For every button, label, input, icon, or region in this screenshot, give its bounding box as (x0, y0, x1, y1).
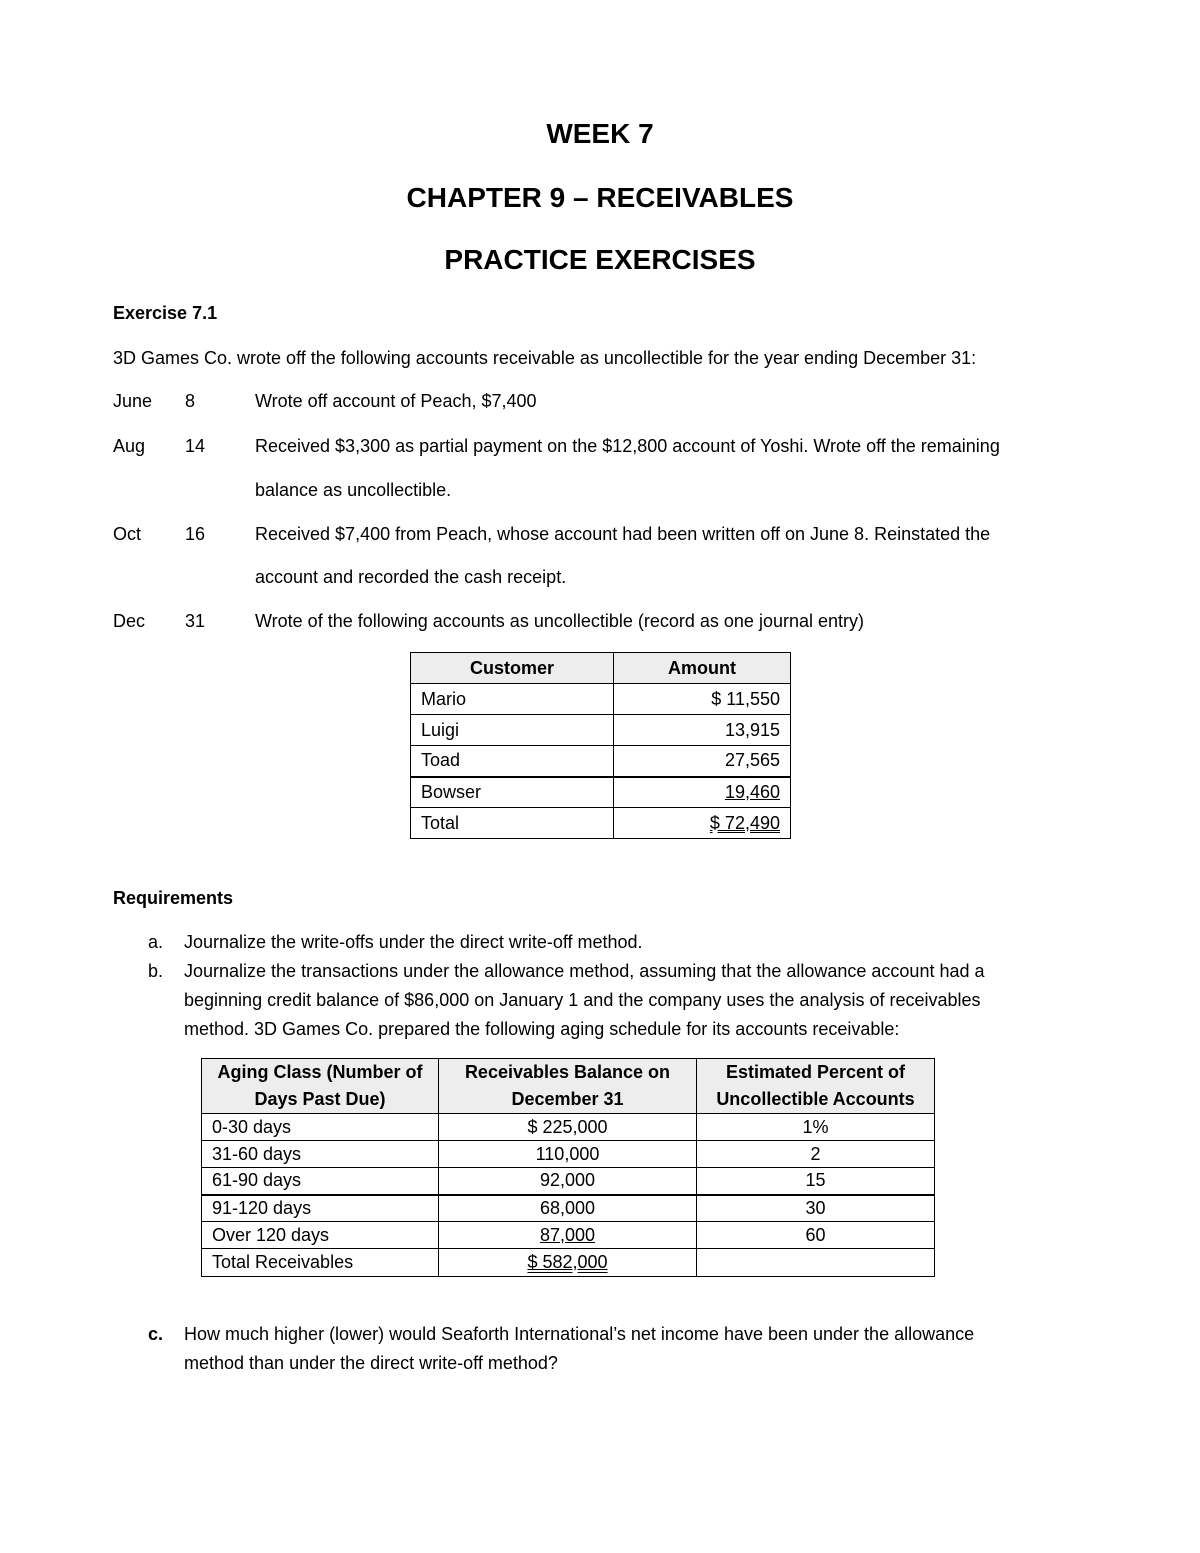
customer-cell: Mario (411, 684, 614, 715)
balance-cell: $ 225,000 (439, 1114, 697, 1141)
page-title-week: WEEK 7 (546, 118, 654, 149)
transaction-month: June (113, 391, 153, 411)
amount-cell (614, 808, 791, 839)
aging-class-cell: 91-120 days (202, 1195, 439, 1222)
customer-cell: Toad (411, 746, 614, 777)
requirement-label: a. (148, 932, 164, 952)
customer-table (410, 652, 791, 839)
customer-cell: Total (411, 808, 614, 839)
table-row (411, 684, 791, 715)
exercise-intro: 3D Games Co. wrote off the following accounts receivable as uncollectible for the year ending December 31: (113, 348, 977, 368)
balance-cell: 68,000 (439, 1195, 697, 1222)
table-row (202, 1168, 935, 1195)
transaction-day: 14 (185, 436, 206, 456)
percent-cell: 2 (697, 1141, 935, 1168)
aging-class-cell: 31-60 days (202, 1141, 439, 1168)
balance-cell (439, 1222, 697, 1249)
requirement-text: How much higher (lower) would Seaforth International’s net income have been under the allowance (184, 1324, 975, 1344)
transaction-text-cont: account and recorded the cash receipt. (255, 567, 567, 587)
percent-cell: 60 (697, 1222, 935, 1249)
column-header-aging-class (202, 1059, 439, 1114)
transaction-text: Wrote off account of Peach, $7,400 (255, 391, 537, 411)
requirement-label: c. (148, 1324, 164, 1344)
table-header-row (202, 1059, 935, 1114)
header-line: Days Past Due) (254, 1089, 386, 1109)
percent-cell: 1% (697, 1114, 935, 1141)
requirement-text: method than under the direct write-off method? (184, 1353, 558, 1373)
balance-cell (439, 1249, 697, 1277)
table-row (202, 1114, 935, 1141)
transaction-text-cont: balance as uncollectible. (255, 480, 452, 500)
table-row-total (202, 1249, 935, 1277)
requirements-title: Requirements (113, 888, 234, 908)
table-row (202, 1222, 935, 1249)
aging-class-cell: 61-90 days (202, 1168, 439, 1195)
transaction-text: Received $3,300 as partial payment on the $12,800 account of Yoshi. Wrote off the remaining (255, 436, 1000, 456)
page-title-section: PRACTICE EXERCISES (444, 244, 756, 275)
table-row (411, 715, 791, 746)
header-line: Estimated Percent of (725, 1062, 906, 1082)
amount-value: $ 72,490 (709, 812, 780, 833)
transaction-text: Wrote of the following accounts as uncollectible (record as one journal entry) (255, 611, 864, 631)
percent-cell: 15 (697, 1168, 935, 1195)
header-line: Aging Class (Number of (217, 1062, 423, 1082)
balance-value: 87,000 (539, 1224, 596, 1245)
amount-cell: 13,915 (614, 715, 791, 746)
aging-class-cell: Over 120 days (202, 1222, 439, 1249)
header-line: Receivables Balance on (464, 1062, 671, 1082)
requirement-text: Journalize the transactions under the allowance method, assuming that the allowance account had a (184, 961, 985, 981)
amount-cell: $ 11,550 (614, 684, 791, 715)
amount-cell: 27,565 (614, 746, 791, 777)
page-title-chapter: CHAPTER 9 – RECEIVABLES (406, 182, 794, 213)
transaction-month: Dec (113, 611, 146, 631)
aging-class-cell: 0-30 days (202, 1114, 439, 1141)
table-row (411, 746, 791, 777)
balance-cell: 110,000 (439, 1141, 697, 1168)
transaction-text: Received $7,400 from Peach, whose account had been written off on June 8. Reinstated the (255, 524, 991, 544)
amount-value: 19,460 (724, 781, 780, 802)
table-row (411, 777, 791, 808)
transaction-month: Oct (113, 524, 142, 544)
transaction-month: Aug (113, 436, 146, 456)
transaction-day: 31 (185, 611, 206, 631)
customer-cell: Bowser (411, 777, 614, 808)
column-header-amount: Amount (614, 653, 791, 684)
balance-value: $ 582,000 (527, 1252, 608, 1272)
requirement-text: method. 3D Games Co. prepared the following aging schedule for its accounts receivable: (184, 1019, 900, 1039)
requirement-text: beginning credit balance of $86,000 on January 1 and the company uses the analysis of receivables (184, 990, 981, 1010)
amount-cell (614, 777, 791, 808)
percent-cell (697, 1249, 935, 1277)
table-row (202, 1195, 935, 1222)
exercise-title: Exercise 7.1 (113, 303, 218, 323)
table-row-total (411, 808, 791, 839)
balance-cell: 92,000 (439, 1168, 697, 1195)
column-header-customer: Customer (411, 653, 614, 684)
column-header-balance (439, 1059, 697, 1114)
transaction-day: 16 (185, 524, 206, 544)
requirement-text: Journalize the write-offs under the direct write-off method. (184, 932, 643, 952)
table-row (202, 1141, 935, 1168)
aging-class-cell: Total Receivables (202, 1249, 439, 1277)
requirement-label: b. (148, 961, 164, 981)
transaction-day: 8 (185, 391, 196, 411)
column-header-percent (697, 1059, 935, 1114)
header-line: Uncollectible Accounts (716, 1089, 915, 1109)
customer-cell: Luigi (411, 715, 614, 746)
percent-cell: 30 (697, 1195, 935, 1222)
aging-table (201, 1058, 935, 1277)
header-line: December 31 (511, 1089, 624, 1109)
table-header-row (411, 653, 791, 684)
